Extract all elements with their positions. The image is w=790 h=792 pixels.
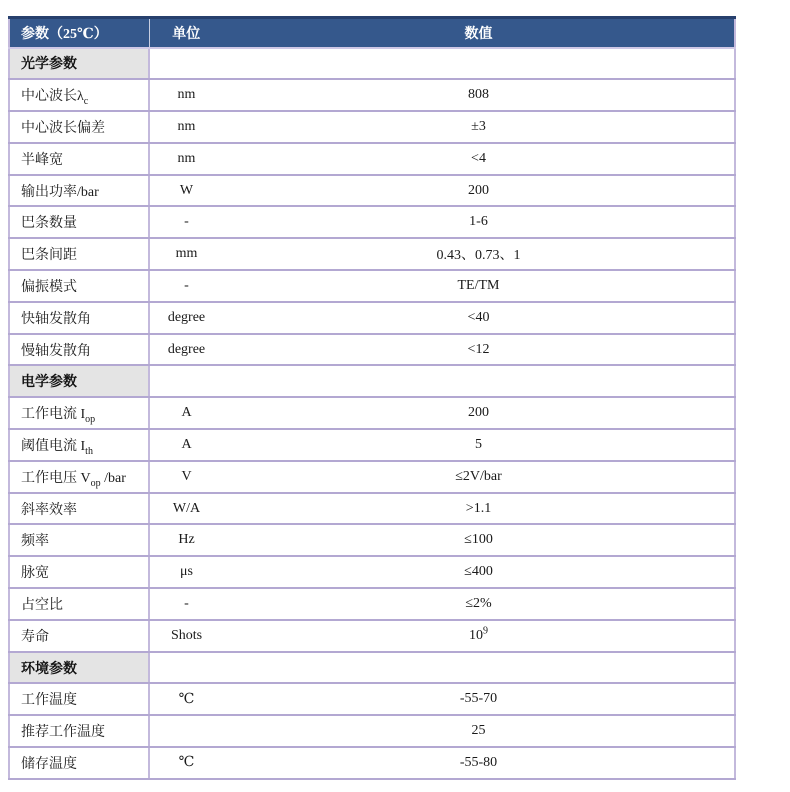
value-cell: >1.1 [223, 493, 735, 525]
unit-cell: μs [149, 556, 223, 588]
param-cell: 偏振模式 [9, 270, 149, 302]
value-cell: 200 [223, 175, 735, 207]
unit-cell: nm [149, 79, 223, 111]
unit-cell: degree [149, 334, 223, 366]
param-cell: 巴条间距 [9, 238, 149, 270]
table-row [9, 334, 735, 366]
table-row [9, 79, 735, 111]
unit-cell: - [149, 206, 223, 238]
unit-cell: nm [149, 111, 223, 143]
column-header-parameter: 参数（25℃） [9, 18, 149, 48]
unit-cell: Hz [149, 524, 223, 556]
value-cell: ±3 [223, 111, 735, 143]
value-cell: <40 [223, 302, 735, 334]
table-row [9, 461, 735, 493]
param-cell: 工作电压 $V_{op}$ /bar [9, 461, 149, 493]
header-row [9, 18, 735, 48]
param-cell: 阈值电流 $I_{th}$ [9, 429, 149, 461]
unit-cell: W/A [149, 493, 223, 525]
table-row [9, 556, 735, 588]
section-empty-cell [149, 652, 735, 684]
section-row [9, 48, 735, 80]
value-cell: ≤400 [223, 556, 735, 588]
value-cell: $10^9$ [223, 620, 735, 652]
unit-cell: - [149, 270, 223, 302]
spec-table [8, 16, 736, 780]
table-row [9, 238, 735, 270]
param-cell: 半峰宽 [9, 143, 149, 175]
value-cell: 5 [223, 429, 735, 461]
column-header-unit: 单位 [149, 18, 223, 48]
value-cell: <12 [223, 334, 735, 366]
table-row [9, 747, 735, 779]
param-cell: 寿命 [9, 620, 149, 652]
unit-cell: - [149, 588, 223, 620]
column-header-value: 数值 [223, 18, 735, 48]
table-row [9, 683, 735, 715]
value-cell: <4 [223, 143, 735, 175]
table-row [9, 143, 735, 175]
param-cell: 频率 [9, 524, 149, 556]
spec-table-body [9, 48, 735, 779]
value-cell: 0.43、0.73、1 [223, 238, 735, 270]
value-cell: 808 [223, 79, 735, 111]
table-row [9, 397, 735, 429]
param-cell: 脉宽 [9, 556, 149, 588]
unit-cell: A [149, 429, 223, 461]
table-row [9, 175, 735, 207]
section-empty-cell [149, 48, 735, 80]
param-cell: 巴条数量 [9, 206, 149, 238]
table-row [9, 429, 735, 461]
unit-cell: W [149, 175, 223, 207]
section-row [9, 365, 735, 397]
param-cell: 储存温度 [9, 747, 149, 779]
param-cell: 占空比 [9, 588, 149, 620]
table-row [9, 588, 735, 620]
table-row [9, 620, 735, 652]
table-row [9, 270, 735, 302]
param-cell: 中心波长$\lambda_c$ [9, 79, 149, 111]
value-cell: TE/TM [223, 270, 735, 302]
value-cell: ≤2% [223, 588, 735, 620]
unit-cell: degree [149, 302, 223, 334]
table-row [9, 715, 735, 747]
unit-cell: mm [149, 238, 223, 270]
section-label: 环境参数 [9, 652, 149, 684]
param-cell: 斜率效率 [9, 493, 149, 525]
value-cell: ≤100 [223, 524, 735, 556]
section-row [9, 652, 735, 684]
section-label: 电学参数 [9, 365, 149, 397]
unit-cell [149, 715, 223, 747]
unit-cell: ℃ [149, 683, 223, 715]
param-cell: 输出功率/bar [9, 175, 149, 207]
value-cell: 200 [223, 397, 735, 429]
param-cell: 工作电流 $I_{op}$ [9, 397, 149, 429]
param-cell: 慢轴发散角 [9, 334, 149, 366]
value-cell: -55-70 [223, 683, 735, 715]
table-row [9, 493, 735, 525]
param-cell: 中心波长偏差 [9, 111, 149, 143]
value-cell: 1-6 [223, 206, 735, 238]
table-row [9, 111, 735, 143]
param-cell: 快轴发散角 [9, 302, 149, 334]
value-cell: -55-80 [223, 747, 735, 779]
table-row [9, 524, 735, 556]
table-row [9, 302, 735, 334]
param-cell: 工作温度 [9, 683, 149, 715]
value-cell: 25 [223, 715, 735, 747]
section-label: 光学参数 [9, 48, 149, 80]
param-cell: 推荐工作温度 [9, 715, 149, 747]
section-empty-cell [149, 365, 735, 397]
unit-cell: V [149, 461, 223, 493]
unit-cell: A [149, 397, 223, 429]
table-row [9, 206, 735, 238]
unit-cell: Shots [149, 620, 223, 652]
unit-cell: nm [149, 143, 223, 175]
value-cell: ≤2V/bar [223, 461, 735, 493]
unit-cell: ℃ [149, 747, 223, 779]
